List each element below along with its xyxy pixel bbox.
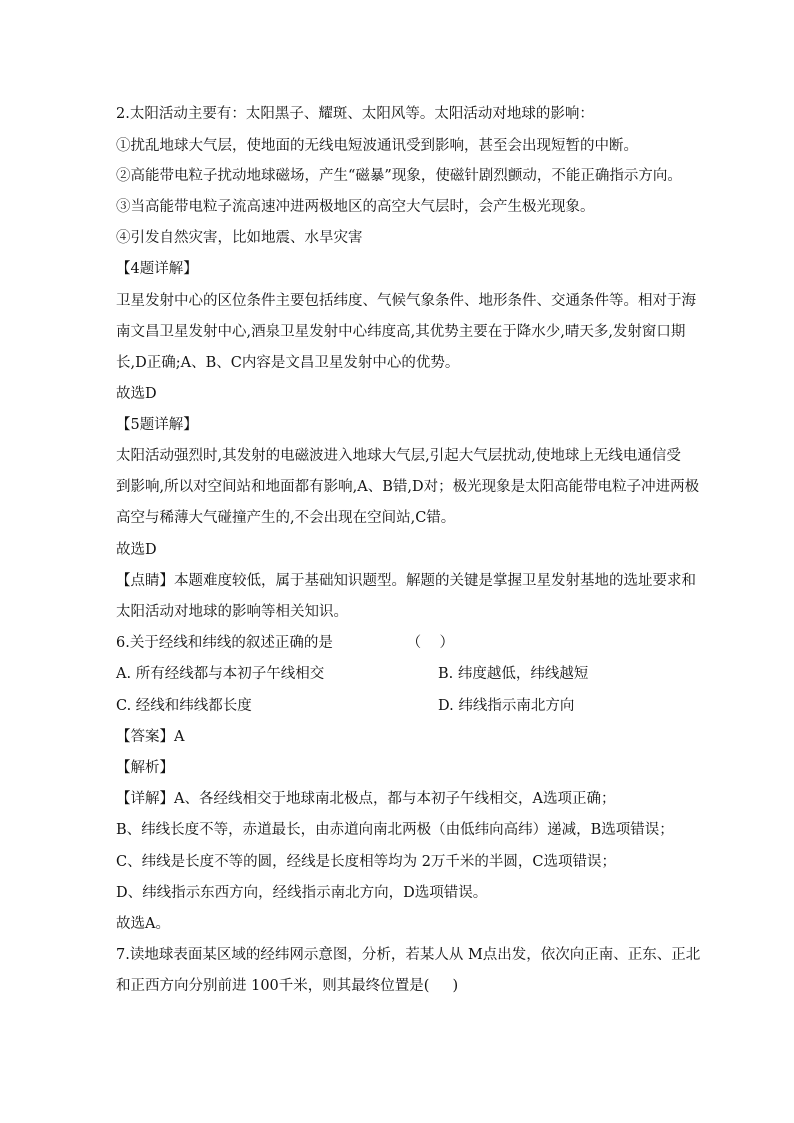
text-line: ④引发自然灾害，比如地震、水旱灾害 bbox=[116, 230, 363, 246]
text-line: D、纬线指示东西方向，经线指示南北方向，D选项错误。 bbox=[116, 885, 488, 901]
text-line: 和正西方向分别前进 100千米，则其最终位置是( ) bbox=[116, 978, 459, 994]
section-heading: 【5题详解】 bbox=[116, 417, 198, 433]
option-c: C. 经线和纬线都长度 bbox=[116, 698, 252, 714]
text-line: 故选D bbox=[116, 386, 157, 402]
text-line: ②高能带电粒子扰动地球磁场，产生“磁暴”现象，使磁针剧烈颤动，不能正确指示方向。 bbox=[116, 168, 682, 184]
question-stem: 7.读地球表面某区域的经纬网示意图，分析，若某人从 M点出发，依次向正南、正东、正北 bbox=[116, 947, 701, 963]
text-line: 卫星发射中心的区位条件主要包括纬度、气候气象条件、地形条件、交通条件等。相对于海 bbox=[116, 293, 696, 309]
text-line: 长,D正确;A、B、C内容是文昌卫星发射中心的优势。 bbox=[116, 355, 460, 371]
text-line: 【详解】A、各经线相交于地球南北极点，都与本初子午线相交，A选项正确； bbox=[116, 791, 616, 807]
text-line: ①扰乱地球大气层，使地面的无线电短波通讯受到影响，甚至会出现短暂的中断。 bbox=[116, 138, 638, 154]
text-line: C、纬线是长度不等的圆，经线是长度相等均为 2万千米的半圆，C选项错误； bbox=[116, 854, 617, 870]
text-line: 故选A。 bbox=[116, 916, 170, 932]
option-a: A. 所有经线都与本初子午线相交 bbox=[116, 666, 325, 682]
text-line: 太阳活动对地球的影响等相关知识。 bbox=[116, 604, 348, 620]
text-line: 到影响,所以对空间站和地面都有影响,A、B错,D对；极光现象是太阳高能带电粒子冲进两极 bbox=[116, 479, 700, 495]
text-line: ③当高能带电粒子流高速冲进两极地区的高空大气层时，会产生极光现象。 bbox=[116, 199, 595, 215]
answer-line: 【答案】A bbox=[116, 729, 185, 745]
text-line: 2.太阳活动主要有：太阳黑子、耀斑、太阳风等。太阳活动对地球的影响： bbox=[116, 106, 594, 122]
text-line: 太阳活动强烈时,其发射的电磁波进入地球大气层,引起大气层扰动,使地球上无线电通信受 bbox=[116, 448, 681, 464]
text-line: 【点睛】本题难度较低，属于基础知识题型。解题的关键是掌握卫星发射基地的选址要求和 bbox=[116, 573, 696, 589]
text-line: B、纬线长度不等，赤道最长，由赤道向南北两极（由低纬向高纬）递减，B选项错误； bbox=[116, 822, 674, 838]
section-heading: 【4题详解】 bbox=[116, 261, 198, 277]
text-line: 故选D bbox=[116, 542, 157, 558]
question-stem: 6.关于经线和纬线的叙述正确的是 （ ） bbox=[116, 635, 455, 651]
option-d: D. 纬线指示南北方向 bbox=[438, 698, 575, 714]
option-b: B. 纬度越低，纬线越短 bbox=[438, 666, 589, 682]
text-line: 南文昌卫星发射中心,酒泉卫星发射中心纬度高,其优势主要在于降水少,晴天多,发射窗口期 bbox=[116, 324, 686, 340]
section-heading: 【解析】 bbox=[116, 760, 174, 776]
text-line: 高空与稀薄大气碰撞产生的,不会出现在空间站,C错。 bbox=[116, 510, 456, 526]
